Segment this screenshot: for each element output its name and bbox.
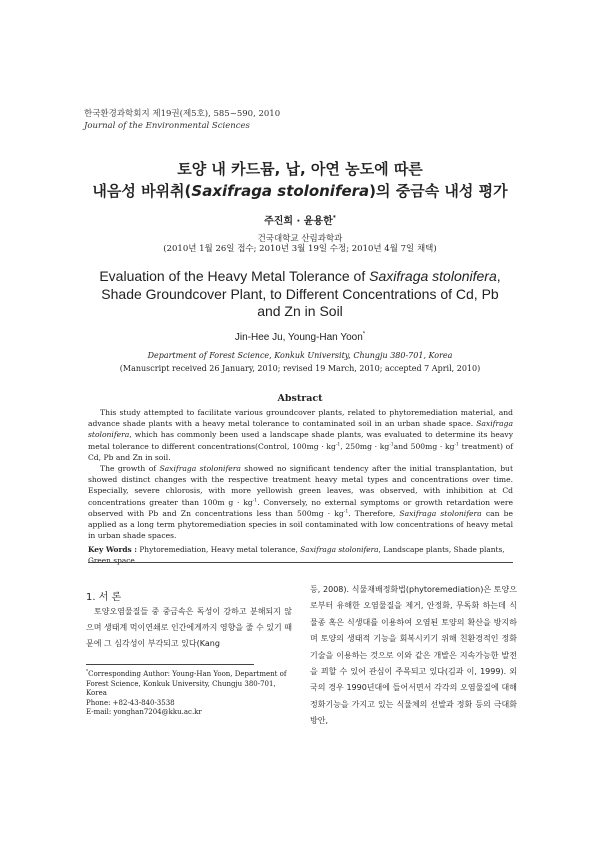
abstract-body [88,407,513,541]
abstract-text: treatment) of Cd, Pb and Zn in soil. [88,441,513,462]
abstract-species: Saxifraga stolonifera [159,464,241,474]
korean-authors [0,212,600,227]
english-dates: (Manuscript received 26 January, 2010; revised 19 March, 2010; accepted 7 April, 2010) [119,364,481,373]
english-authors [0,332,600,343]
korean-author-names: 주진희 · 윤용한 [264,216,333,227]
english-author-mark: * [362,331,366,338]
journal-korean-line: 한국환경과학회지 제19권(제5호), 585~590, 2010 [84,109,281,119]
korean-title [40,158,560,202]
english-title-line2: Shade Groundcover Plant, to Different Concentrations of Cd, Pb [101,285,499,302]
keywords-text: , Landscape plants, Shade plants, Green space [88,545,505,565]
korean-author-mark: * [332,214,336,222]
abstract-text: The growth of [100,464,160,474]
abstract-text: and 500mg · kg [393,441,455,451]
footnote-line3: Phone: +82-43-840-3538 [86,698,175,707]
footnote-mark: * [86,668,89,674]
korean-title-line1: 토양 내 카드뮴, 납, 아연 농도에 따른 [177,160,423,178]
abstract-text: This study attempted to facilitate various groundcover plants, related to phytoremediation material, and advance shade plants with a heavy metal tolerance to contaminated soil in an urban shade space. [88,408,513,429]
abstract-superscript: -1 [343,509,349,515]
footnote-text: Corresponding Author: Young-Han Yoon, Department of [88,670,287,678]
abstract-text: showed no significant tendency after the initial transplantation, but showed distinct changes with the respective treatment heavy metal types and concentrations over time. Especially, severe chlorosis, with more yellowish green leaves, was observed, with inhibition at Cd concentrations greater than 100m g · kg [88,464,513,507]
journal-english-line: Journal of the Environmental Sciences [84,121,250,131]
footnote-divider [86,664,254,665]
english-affiliation: Department of Forest Science, Konkuk University, Chungju 380-701, Korea [147,351,453,360]
english-title-suffix: , [496,268,501,284]
abstract-text: , 250mg · kg [340,441,390,451]
section-heading: 1. 서 론 [86,592,122,603]
right-column [310,582,517,730]
abstract-species: Saxifraga stolonifera [399,508,482,518]
english-title-prefix: Evaluation of the Heavy Metal Tolerance of [99,268,370,284]
left-column [86,604,292,652]
abstract-superscript: -1 [335,442,341,448]
abstract-text: , which has commonly been used a landscape shade plants, was evaluated to determine its heavy metal tolerance to different concentrations(Control, 100mg · kg [88,430,513,451]
abstract-superscript: -1 [454,442,459,448]
abstract-text: . Therefore, [348,508,400,518]
right-column-paragraph: 등, 2008). 식물재배정화법(phytoremediation)은 토양으로부터 유해한 오염물질을 제거, 안정화, 무독화 하는데 식물종 혹은 식생대를 이용하여 오염된 토양의 확산을 방지하며 토양의 생태적 기능을 회복시키기 위해 친환경적인 정화기술을 이용하는 것으로 이와 같은 개발은 지속가능한 발전을 꾀할 수 있어 관심이 주목되고 있다(김과 이, 1999). 외국의 경우 1990년대에 들어서면서 각각의 오염물질에 대해 정화기능을 가지고 있는 식물체의 선발과 정화 등의 극대화 방안, [310,585,517,726]
english-title [60,268,540,321]
abstract-paragraph-2 [88,463,513,541]
english-title-line3: and Zn in Soil [257,303,343,319]
abstract-species: Saxifraga stolonifera [88,419,513,440]
english-author-names: Jin-Hee Ju, Young-Han Yoon [234,332,363,343]
abstract-superscript: -1 [252,498,258,504]
footnote-line4: E-mail: yonghan7204@kku.ac.kr [86,708,202,717]
korean-title-suffix: )의 중금속 내성 평가 [369,182,508,200]
keywords-label: Key Words : [88,545,137,554]
korean-title-line2 [40,180,560,202]
abstract-text: . Conversely, no external symptoms or growth retardation were observed with Pb and Zn concentrations less than 500mg · kg [88,497,513,518]
korean-dates: (2010년 1월 26일 접수; 2010년 3월 19일 수정; 2010년 4월 7일 채택) [163,244,437,254]
korean-title-species: Saxifraga stolonifera [191,182,370,200]
abstract-paragraph-1 [88,407,513,463]
journal-header [84,108,280,132]
korean-affiliation: 건국대학교 산림과학과 [257,234,343,244]
keywords-text: Phytoremediation, Heavy metal tolerance, [136,545,301,554]
korean-title-prefix: 내음성 바위취( [92,182,192,200]
keywords-divider [88,562,513,563]
abstract-text: can be applied as a long term phytoremediation species in soil contaminated with low concentrations of heavy metal in urban shade spaces. [88,508,513,541]
keywords-species: Saxifraga stolonifera [300,545,379,554]
abstract-heading: Abstract [277,393,323,404]
left-column-paragraph: 토양오염물질들 중 중금속은 독성이 강하고 분해되지 않으며 생태계 먹이연쇄로 인간에게까지 영향을 줄 수 있기 때문에 그 심각성이 부각되고 있다(Kang [86,607,292,648]
footnote-line1 [86,670,292,680]
footnote-line2: Forest Science, Konkuk University, Chungju 380-701, Korea [86,679,276,698]
english-title-species: Saxifraga stolonifera [369,268,497,284]
abstract-superscript: -1 [389,442,394,448]
english-title-line1 [60,268,540,286]
footnote [86,670,292,718]
